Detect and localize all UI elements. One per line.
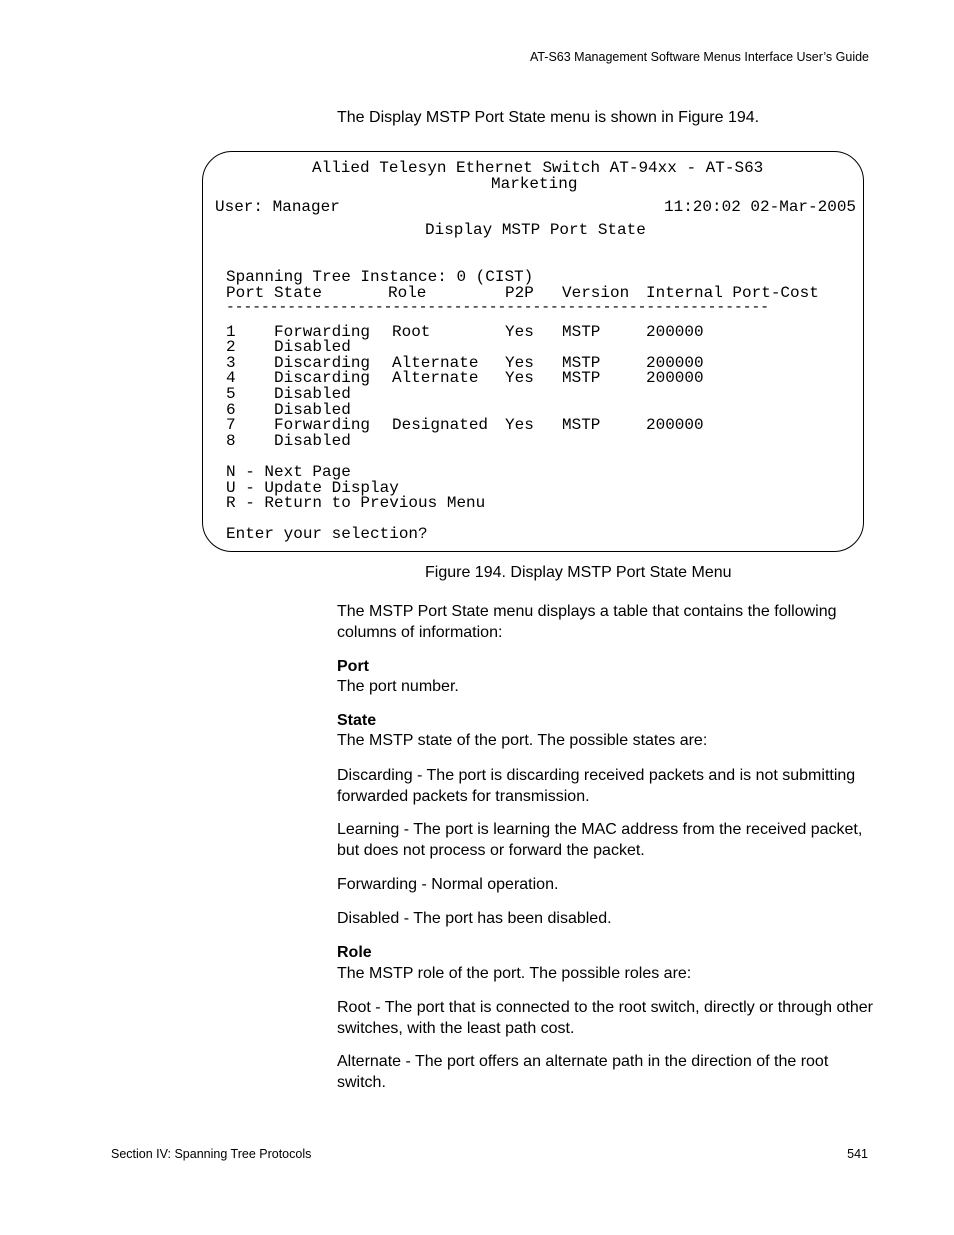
- paragraph: The MSTP Port State menu displays a table that contains the following columns of information:: [337, 603, 837, 641]
- row-state: Forwarding: [274, 416, 371, 434]
- term-port: Port: [337, 658, 369, 675]
- intro-text: The Display MSTP Port State menu is shown in Figure 194.: [337, 109, 760, 126]
- row-port: 8: [226, 432, 236, 450]
- row-version: MSTP: [562, 369, 601, 387]
- row-role: Designated: [392, 416, 489, 434]
- row-role: Root: [392, 323, 431, 341]
- terminal-instance: Spanning Tree Instance: 0 (CIST): [226, 268, 534, 286]
- row-p2p: Yes: [505, 369, 534, 387]
- row-version: MSTP: [562, 323, 601, 341]
- row-state: Discarding: [274, 354, 371, 372]
- row-p2p: Yes: [505, 323, 534, 341]
- state-discarding: Discarding - The port is discarding received packets and is not submitting forwarded packets for transmission.: [337, 767, 856, 805]
- row-role: Alternate: [392, 354, 479, 372]
- row-state: Discarding: [274, 369, 371, 387]
- row-port: 6: [226, 401, 236, 419]
- row-p2p: Yes: [505, 354, 534, 372]
- footer-section: Section IV: Spanning Tree Protocols: [111, 1147, 312, 1161]
- row-port: 3: [226, 354, 236, 372]
- figure-caption: Figure 194. Display MSTP Port State Menu: [425, 564, 732, 581]
- table-separator: --------------------------------------------------------------: [226, 300, 769, 316]
- definition-role: The MSTP role of the port. The possible roles are:: [337, 965, 692, 982]
- row-state: Forwarding: [274, 323, 371, 341]
- terminal-prompt: Enter your selection?: [226, 525, 428, 543]
- column-header-version: Version: [562, 284, 630, 302]
- role-root: Root - The port that is connected to the root switch, directly or through other switches, with the least path cost.: [337, 999, 873, 1037]
- page-number: 541: [847, 1147, 868, 1161]
- menu-option-update-display: U - Update Display: [226, 479, 399, 497]
- term-state: State: [337, 712, 377, 729]
- column-header-port: Port: [226, 284, 265, 302]
- row-state: Disabled: [274, 401, 351, 419]
- row-port: 1: [226, 323, 236, 341]
- role-alternate: Alternate - The port offers an alternate path in the direction of the root switch.: [337, 1053, 829, 1091]
- terminal-title: Allied Telesyn Ethernet Switch AT-94xx - AT-S63: [312, 159, 764, 177]
- row-state: Disabled: [274, 432, 351, 450]
- column-header-cost: Internal Port-Cost: [646, 284, 819, 302]
- row-version: MSTP: [562, 416, 601, 434]
- row-cost: 200000: [646, 369, 704, 387]
- row-version: MSTP: [562, 354, 601, 372]
- row-port: 5: [226, 385, 236, 403]
- row-port: 4: [226, 369, 236, 387]
- terminal-datetime: 11:20:02 02-Mar-2005: [664, 198, 857, 216]
- column-header-role: Role: [388, 284, 427, 302]
- row-cost: 200000: [646, 323, 704, 341]
- running-header: AT-S63 Management Software Menus Interface User’s Guide: [529, 50, 869, 64]
- column-header-p2p: P2P: [505, 284, 534, 302]
- state-learning: Learning - The port is learning the MAC address from the received packet, but does not process or forward the packet.: [337, 821, 863, 859]
- menu-option-next-page: N - Next Page: [226, 463, 351, 481]
- row-role: Alternate: [392, 369, 479, 387]
- menu-option-return: R - Return to Previous Menu: [226, 494, 486, 512]
- row-cost: 200000: [646, 354, 704, 372]
- state-disabled: Disabled - The port has been disabled.: [337, 910, 612, 927]
- definition-state: The MSTP state of the port. The possible states are:: [337, 732, 708, 749]
- term-role: Role: [337, 944, 372, 961]
- terminal-subtitle: Marketing: [491, 175, 578, 193]
- row-state: Disabled: [274, 385, 351, 403]
- row-port: 7: [226, 416, 236, 434]
- terminal-user: User: Manager: [215, 198, 340, 216]
- row-port: 2: [226, 338, 236, 356]
- terminal-menu-title: Display MSTP Port State: [425, 221, 646, 239]
- column-header-state: State: [274, 284, 323, 302]
- row-p2p: Yes: [505, 416, 534, 434]
- row-cost: 200000: [646, 416, 704, 434]
- state-forwarding: Forwarding - Normal operation.: [337, 876, 559, 893]
- definition-port: The port number.: [337, 678, 459, 695]
- row-state: Disabled: [274, 338, 351, 356]
